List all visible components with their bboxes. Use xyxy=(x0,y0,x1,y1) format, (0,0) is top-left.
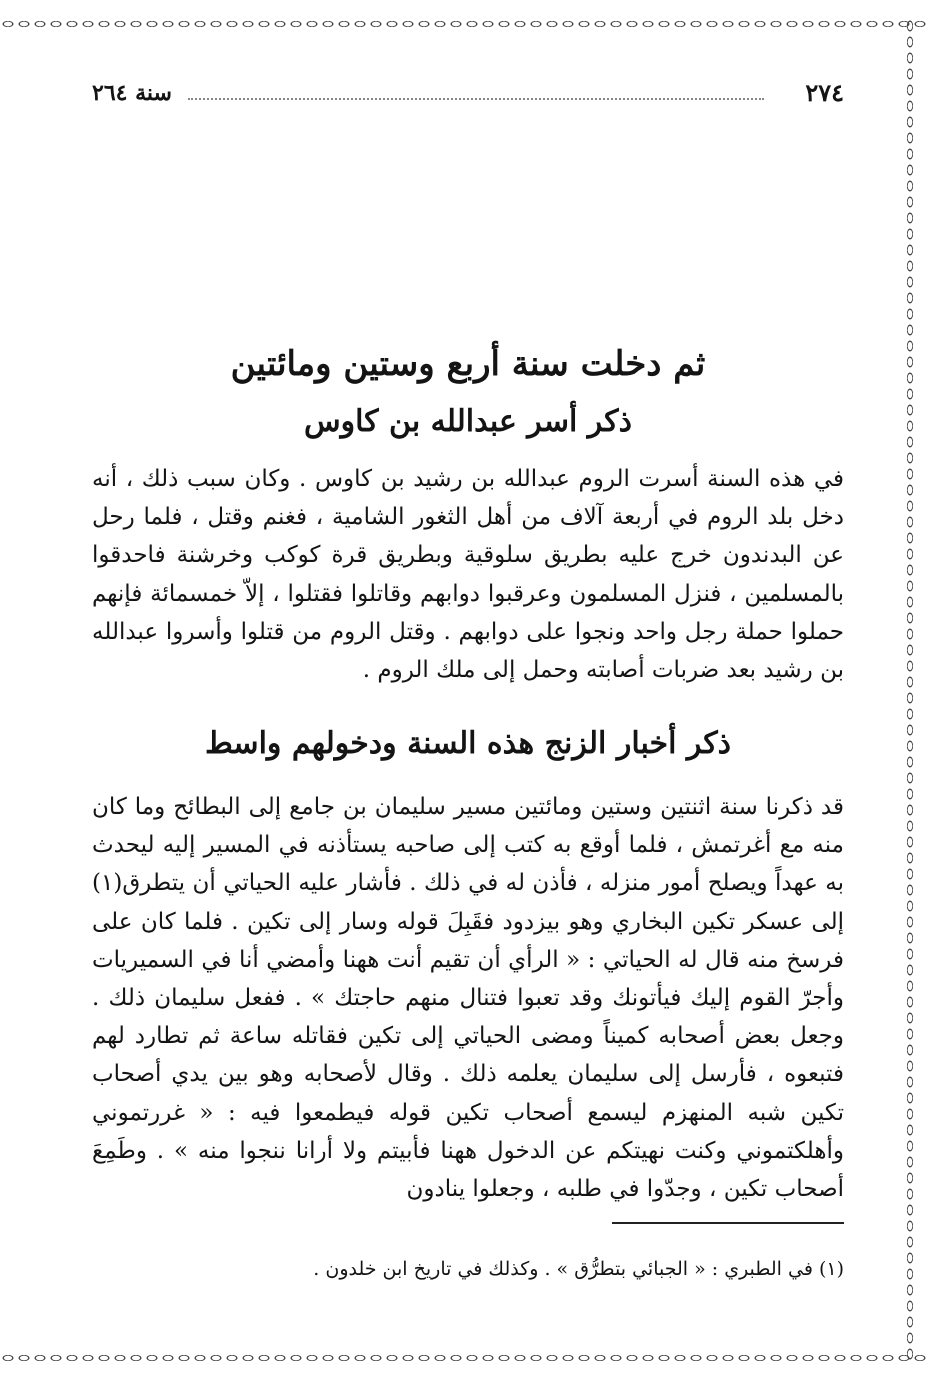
decorative-border-bottom xyxy=(0,1352,928,1364)
year-heading: ثم دخلت سنة أربع وستين ومائتين xyxy=(230,344,706,384)
page-header xyxy=(92,78,844,112)
footnote: (١) في الطبري : « الجبائي بتطرُّق » . وكذلك في تاريخ ابن خلدون . xyxy=(313,1258,844,1280)
section-paragraph-ibn-kawus: في هذه السنة أسرت الروم عبدالله بن رشيد بن كاوس . وكان سبب ذلك ، أنه دخل بلد الروم في أربعة آلاف من أهل الثغور الشامية ، فغنم وقتل ، فلما رحل عن البدندون خرج عليه بطريق سلوقية وبطريق قرة كوكب وخرشنة فاحدقوا بالمسلمين ، فنزل المسلمون وعرقبوا دوابهم وقاتلوا فقتلوا ، إلاّ خمسمائة فإنهم حملوا حملة رجل واحد ونجوا على دوابهم . وقتل الروم من قتلوا وأسروا عبدالله بن رشيد بعد ضربات أصابته وحمل إلى ملك الروم . xyxy=(92,466,844,684)
page-number: ٢٧٤ xyxy=(805,78,844,107)
footnote-divider xyxy=(612,1222,844,1224)
header-dotted-rule xyxy=(188,98,764,100)
decorative-border-top xyxy=(0,18,928,30)
section-paragraph-zanj: قد ذكرنا سنة اثنتين وستين ومائتين مسير سليمان بن جامع إلى البطائح وما كان منه مع أغرتمش ، فلما أوقع به كتب إلى صاحبه يستأذنه في المسير إليه ليحدث به عهداً ويصلح أمور منزله ، فأذن له في ذلك . فأشار عليه الحياتي أن يتطرق(١) إلى عسكر تكين البخاري وهو بيزدود فقَبِلَ قوله وسار إلى تكين . فلما كان على فرسخ منه قال له الحياتي : « الرأي أن تقيم أنت ههنا وأمضي أنا في السميريات وأجرّ القوم إليك فيأتونك وقد تعبوا فتنال منهم حاجتك » . ففعل سليمان ذلك . وجعل بعض أصحابه كميناً ومضى الحياتي إلى تكين فقاتله ساعة ثم تطارد لهم فتبعوه ، فأرسل إلى سليمان يعلمه ذلك . وقال لأصحابه وهو بين يدي أصحاب تكين شبه المنهزم ليسمع أصحاب تكين قوله فيطمعوا فيه : « غررتموني وأهلكتموني وكنت نهيتكم عن الدخول ههنا فأبيتم ولا أرانا ننجوا منه » . وطَمِعَ أصحاب تكين ، وجدّوا في طلبه ، وجعلوا ينادون xyxy=(92,794,844,1203)
section-title-ibn-kawus: ذكر أسر عبدالله بن كاوس xyxy=(304,404,632,439)
decorative-border-right xyxy=(904,18,916,1364)
running-head: سنة ٢٦٤ xyxy=(92,80,172,106)
section-title-zanj: ذكر أخبار الزنج هذه السنة ودخولهم واسط xyxy=(204,726,732,761)
